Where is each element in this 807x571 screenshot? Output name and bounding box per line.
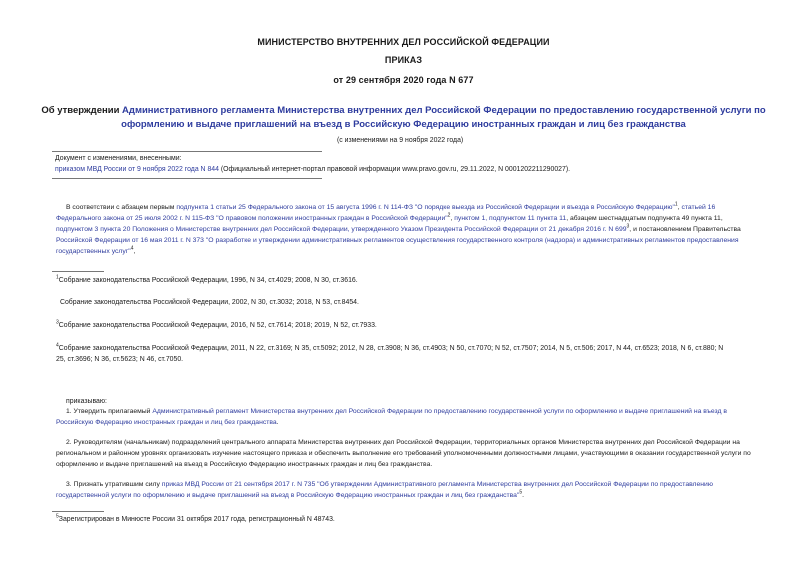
amendment-source: (Официальный интернет-портал правовой информации www.pravo.gov.ru, 29.11.2022, N 0001202211290027).	[218, 166, 571, 173]
order-text: 3. Признать утратившим силу	[66, 481, 162, 488]
resolution-373-link-cont[interactable]: государственных услуг"	[56, 247, 131, 255]
footnote-text: Собрание законодательства Российской Федерации, 2002, N 30, ст.3032; 2018, N 53, ст.8454.	[60, 299, 359, 306]
law-115fz-link[interactable]: Федерального закона от 25 июля 2002 г. N 115-ФЗ "О правовом положении иностранных граждан в Российской Федерации"	[56, 214, 448, 222]
preamble-text: ,	[133, 247, 136, 255]
title-regulation-link[interactable]: Административного регламента Министерства внутренних дел Российской Федерации по предоставлению государственной услуги по	[122, 105, 766, 116]
footnote-3	[56, 321, 377, 332]
order-item-1	[56, 407, 771, 429]
divider	[52, 178, 322, 179]
footnote-text: Собрание законодательства Российской Федерации, 1996, N 34, ст.4029; 2008, N 30, ст.3616.	[58, 277, 358, 284]
footnote-divider	[52, 271, 104, 272]
footnote-1	[56, 276, 358, 287]
order-item-2	[56, 438, 771, 471]
footnote-text: Зарегистрирован в Минюсте России 31 октября 2017 года, регистрационный N 48743.	[58, 516, 335, 523]
footnote-text: 25, ст.3696; N 36, ст.5623; N 46, ст.7050.	[56, 355, 184, 363]
order-text: .	[522, 491, 525, 499]
ministry-heading: МИНИСТЕРСТВО ВНУТРЕННИХ ДЕЛ РОССИЙСКОЙ ФЕДЕРАЦИИ	[257, 37, 550, 47]
order-date-number: от 29 сентября 2020 года N 677	[333, 75, 474, 85]
footnote-ref[interactable]: 2	[447, 212, 451, 219]
preamble-text: , абзацем шестнадцатым подпункта 49 пункта 11,	[566, 214, 723, 222]
title-prefix: Об утверждении	[41, 105, 123, 116]
law-114fz-link[interactable]: подпункта 1 статьи 25 Федерального закона от 15 августа 1996 г. N 114-ФЗ "О порядке выезда из Российской Федерации и въезда в Российскую Федерацию"	[176, 204, 675, 211]
article-16-link[interactable]: статьей 16	[681, 204, 716, 211]
order-735-link[interactable]: приказ МВД России от 21 сентября 2017 г. N 735 "Об утверждении Административного регламента Министерства внутренних дел Российской Федерации по предоставлению	[161, 481, 713, 488]
preamble-text: , и постановлением Правительства	[629, 225, 741, 233]
footnote-mark: 4	[56, 342, 59, 349]
amendments-label: Документ с изменениями, внесенными:	[55, 155, 182, 162]
decree-699-link[interactable]: подпунктом 3 пункта 20 Положения о Министерстве внутренних дел Российской Федерации, утвержденного Указом Президента Российской Федерации от 21 декабря 2016 г. N 699	[56, 225, 627, 233]
footnote-4	[56, 344, 771, 365]
order-item-3	[56, 480, 771, 502]
amendment-order-link[interactable]: приказом МВД России от 9 ноября 2022 года N 844	[55, 166, 219, 173]
order-text: оформлению и выдаче приглашений на въезд в Российскую Федерацию иностранных граждан и лиц без гражданства.	[56, 460, 433, 468]
footnote-ref[interactable]: 1	[674, 201, 678, 208]
footnote-text: Собрание законодательства Российской Федерации, 2011, N 22, ст.3169; N 35, ст.5092; 2012, N 28, ст.3908; N 36, ст.4903; N 50, ст.7070; N 52, ст.7507; 2014, N 5, ст.506; 2017, N 44, ст.6523; 2018, N 6, ст.880; N	[58, 345, 724, 352]
document-type: ПРИКАЗ	[384, 55, 423, 65]
order-text: 1. Утвердить прилагаемый	[66, 408, 153, 415]
resolution-373-link[interactable]: Российской Федерации от 16 мая 2011 г. N 373 "О разработке и утверждении административных регламентов осуществления государственного контроля (надзора) и административных регламентов предоставления	[56, 236, 739, 244]
regulation-link[interactable]: Административный регламент Министерства внутренних дел Российской Федерации по предоставлению государственной услуги по оформлению и выдаче приглашений на въезд в	[152, 408, 727, 415]
regulation-link-cont[interactable]: Российскую Федерацию иностранных граждан и лиц без гражданства	[56, 418, 277, 426]
footnote-ref[interactable]: 5	[519, 489, 523, 496]
footnote-divider	[52, 511, 104, 512]
preamble	[56, 203, 771, 258]
order-text: .	[276, 418, 279, 426]
document-title	[0, 104, 807, 132]
order-text: 2. Руководителям (начальникам) подразделений центрального аппарата Министерства внутренних дел Российской Федерации, территориальных органов Министерства внутренних дел Российской Федерации на	[66, 439, 740, 446]
footnote-ref[interactable]: 3	[626, 223, 630, 230]
footnote-ref[interactable]: 4	[130, 245, 134, 252]
order-735-link-cont[interactable]: государственной услуги по оформлению и выдаче приглашений на въезд в Российскую Федерацию иностранных граждан и лиц без гражданства"	[56, 491, 520, 499]
revision-note: (с изменениями на 9 ноября 2022 года)	[337, 137, 464, 144]
preamble-text: ,	[677, 204, 682, 211]
preamble-text: В соответствии с абзацем первым	[66, 204, 177, 211]
footnote-text: Собрание законодательства Российской Федерации, 2016, N 52, ст.7614; 2018; 2019, N 52, ст.7933.	[58, 322, 377, 329]
footnote-5	[56, 515, 335, 526]
footnote-2	[56, 298, 359, 309]
clause-link[interactable]: пунктом 1, подпунктом 11 пункта 11	[454, 214, 567, 222]
order-text: региональном и районном уровнях организовать изучение настоящего приказа и обеспечить выполнение его требований уполномоченными должностными лицами, участвующими в оказании государственной услуги по	[56, 449, 751, 457]
footnote-mark: 3	[56, 319, 59, 326]
footnote-mark: 5	[56, 513, 59, 520]
title-regulation-link-cont[interactable]: оформлению и выдаче приглашений на въезд в Российскую Федерацию иностранных граждан и лиц без гражданства	[121, 119, 686, 130]
divider	[52, 151, 322, 152]
footnote-mark: 1	[56, 274, 59, 281]
amendments-entry	[55, 165, 570, 176]
order-lead: приказываю:	[66, 398, 107, 405]
preamble-text: ,	[450, 214, 455, 222]
